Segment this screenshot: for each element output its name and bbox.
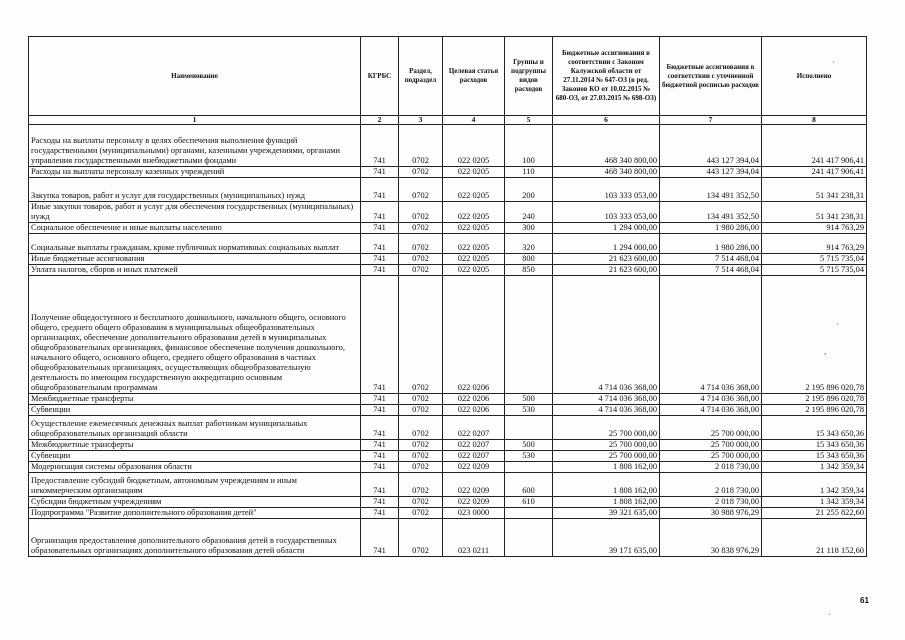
row-executed-amount: 2 195 896 020,78	[762, 394, 867, 405]
row-expense-group: 610	[505, 497, 553, 508]
row-name: Организация предоставления дополнительного образования детей в государственных образовательных организациях дополнительного образования детей области	[29, 519, 361, 557]
row-plan-amount: 443 127 394,04	[660, 167, 762, 178]
row-target-article: 022 0205	[443, 167, 505, 178]
row-name: Расходы на выплаты персоналу в целях обеспечения выполнения функций государственными (муниципальными) органами, казенными учреждениями, органами управления государственными внебюджетными фондами	[29, 125, 361, 167]
table-row	[29, 519, 867, 557]
row-law-amount: 1 808 162,00	[553, 497, 660, 508]
row-target-article: 023 0000	[443, 508, 505, 519]
row-target-article: 022 0207	[443, 416, 505, 440]
row-law-amount: 39 321 635,00	[553, 508, 660, 519]
table-row	[29, 125, 867, 167]
row-name: Расходы на выплаты персоналу казенных учреждений	[29, 167, 361, 178]
row-target-article: 022 0206	[443, 276, 505, 394]
row-executed-amount: 21 255 822,60	[762, 508, 867, 519]
row-executed-amount: 1 342 359,34	[762, 473, 867, 497]
table-row	[29, 178, 867, 202]
header-cell: Целевая статья расходов	[443, 37, 505, 116]
row-name: Иные бюджетные ассигнования	[29, 254, 361, 265]
row-executed-amount: 241 417 906,41	[762, 125, 867, 167]
row-section: 0702	[399, 276, 443, 394]
table-row	[29, 394, 867, 405]
row-expense-group: 500	[505, 440, 553, 451]
row-executed-amount: 21 118 152,60	[762, 519, 867, 557]
row-plan-amount: 7 514 468,04	[660, 265, 762, 276]
row-target-article: 022 0205	[443, 223, 505, 234]
row-name: Социальное обеспечение и иные выплаты населению	[29, 223, 361, 234]
row-name: Уплата налогов, сборов и иных платежей	[29, 265, 361, 276]
row-section: 0702	[399, 167, 443, 178]
row-law-amount: 103 333 053,00	[553, 202, 660, 223]
row-name: Субсидии бюджетным учреждениям	[29, 497, 361, 508]
row-kgrbs: 741	[361, 508, 399, 519]
row-expense-group: 320	[505, 234, 553, 254]
row-expense-group	[505, 508, 553, 519]
row-plan-amount: 7 514 468,04	[660, 254, 762, 265]
row-plan-amount: 134 491 352,50	[660, 202, 762, 223]
row-target-article: 022 0209	[443, 462, 505, 473]
row-law-amount: 1 294 000,00	[553, 223, 660, 234]
column-number: 7	[660, 116, 762, 125]
row-plan-amount: 443 127 394,04	[660, 125, 762, 167]
row-law-amount: 39 171 635,00	[553, 519, 660, 557]
row-expense-group: 850	[505, 265, 553, 276]
row-plan-amount: 1 980 286,00	[660, 223, 762, 234]
row-name: Получение общедоступного и бесплатного дошкольного, начального общего, основного общего, среднего общего образования в муниципальных общеобразовательных организациях, обеспечение дополнительного образования детей в муниципальных общеобразовательных организациях, финансовое обеспечение получения дошкольного, начального общего, основного общего, среднего общего образования в частных общеобразовательных организациях, осуществляющих общеобразовательную деятельность по имеющим государственную аккредитацию основным общеобразовательным программам	[29, 276, 361, 394]
row-name: Межбюджетные трансферты	[29, 440, 361, 451]
row-kgrbs: 741	[361, 451, 399, 462]
row-executed-amount: 51 341 238,31	[762, 202, 867, 223]
row-expense-group	[505, 462, 553, 473]
table-row	[29, 223, 867, 234]
header-cell: Группы и подгруппы видов расходов	[505, 37, 553, 116]
row-executed-amount: 914 763,29	[762, 223, 867, 234]
page-number: 61	[860, 596, 869, 605]
row-plan-amount: 25 700 000,00	[660, 440, 762, 451]
header-row	[29, 37, 867, 116]
table-row	[29, 167, 867, 178]
row-name: Субвенции	[29, 405, 361, 416]
row-plan-amount: 30 988 976,29	[660, 508, 762, 519]
row-expense-group	[505, 416, 553, 440]
row-executed-amount: 15 343 650,36	[762, 440, 867, 451]
row-law-amount: 1 294 000,00	[553, 234, 660, 254]
row-name: Модернизация системы образования области	[29, 462, 361, 473]
row-target-article: 022 0207	[443, 440, 505, 451]
scan-mark: `	[828, 612, 831, 622]
column-number: 5	[505, 116, 553, 125]
row-section: 0702	[399, 394, 443, 405]
row-expense-group: 300	[505, 223, 553, 234]
column-number: 6	[553, 116, 660, 125]
row-target-article: 022 0205	[443, 178, 505, 202]
row-section: 0702	[399, 234, 443, 254]
row-kgrbs: 741	[361, 394, 399, 405]
row-law-amount: 4 714 036 368,00	[553, 405, 660, 416]
row-section: 0702	[399, 125, 443, 167]
row-law-amount: 25 700 000,00	[553, 451, 660, 462]
table-row	[29, 202, 867, 223]
row-target-article: 022 0205	[443, 125, 505, 167]
row-section: 0702	[399, 497, 443, 508]
row-target-article: 022 0207	[443, 451, 505, 462]
table-row	[29, 451, 867, 462]
row-expense-group	[505, 276, 553, 394]
row-law-amount: 21 623 600,00	[553, 265, 660, 276]
row-section: 0702	[399, 202, 443, 223]
row-section: 0702	[399, 265, 443, 276]
row-name: Осуществление ежемесячных денежных выплат работникам муниципальных общеобразовательных организаций области	[29, 416, 361, 440]
column-number: 1	[29, 116, 361, 125]
budget-execution-table	[28, 36, 867, 557]
scan-mark: ´	[832, 60, 835, 70]
row-name: Межбюджетные трансферты	[29, 394, 361, 405]
row-expense-group: 110	[505, 167, 553, 178]
row-plan-amount: 4 714 036 368,00	[660, 276, 762, 394]
row-section: 0702	[399, 405, 443, 416]
header-cell: Раздел, подраздел	[399, 37, 443, 116]
row-section: 0702	[399, 519, 443, 557]
row-kgrbs: 741	[361, 276, 399, 394]
row-expense-group: 500	[505, 394, 553, 405]
row-executed-amount: 1 342 359,34	[762, 462, 867, 473]
row-law-amount: 4 714 036 368,00	[553, 276, 660, 394]
row-kgrbs: 741	[361, 202, 399, 223]
row-kgrbs: 741	[361, 416, 399, 440]
table-row	[29, 497, 867, 508]
row-plan-amount: 2 018 730,00	[660, 497, 762, 508]
row-section: 0702	[399, 508, 443, 519]
row-expense-group	[505, 519, 553, 557]
row-law-amount: 103 333 053,00	[553, 178, 660, 202]
row-section: 0702	[399, 254, 443, 265]
row-target-article: 022 0205	[443, 234, 505, 254]
row-kgrbs: 741	[361, 519, 399, 557]
row-expense-group: 530	[505, 451, 553, 462]
row-law-amount: 25 700 000,00	[553, 440, 660, 451]
row-target-article: 022 0209	[443, 473, 505, 497]
row-executed-amount: 2 195 896 020,78	[762, 276, 867, 394]
row-kgrbs: 741	[361, 178, 399, 202]
table-body	[29, 125, 867, 557]
row-plan-amount: 2 018 730,00	[660, 462, 762, 473]
row-target-article: 022 0205	[443, 202, 505, 223]
scan-mark: `	[836, 322, 839, 332]
table-row	[29, 462, 867, 473]
table-row	[29, 405, 867, 416]
row-kgrbs: 741	[361, 254, 399, 265]
row-law-amount: 468 340 800,00	[553, 125, 660, 167]
row-law-amount: 25 700 000,00	[553, 416, 660, 440]
row-kgrbs: 741	[361, 234, 399, 254]
row-plan-amount: 25 700 000,00	[660, 416, 762, 440]
row-expense-group: 800	[505, 254, 553, 265]
row-section: 0702	[399, 462, 443, 473]
row-name: Закупка товаров, работ и услуг для государственных (муниципальных) нужд	[29, 178, 361, 202]
row-kgrbs: 741	[361, 167, 399, 178]
row-law-amount: 468 340 800,00	[553, 167, 660, 178]
row-law-amount: 1 808 162,00	[553, 462, 660, 473]
table-row	[29, 416, 867, 440]
row-name: Субвенции	[29, 451, 361, 462]
row-expense-group: 240	[505, 202, 553, 223]
table-row	[29, 265, 867, 276]
row-executed-amount: 15 343 650,36	[762, 416, 867, 440]
row-section: 0702	[399, 223, 443, 234]
row-kgrbs: 741	[361, 405, 399, 416]
row-plan-amount: 134 491 352,50	[660, 178, 762, 202]
row-kgrbs: 741	[361, 497, 399, 508]
column-number: 3	[399, 116, 443, 125]
row-executed-amount: 5 715 735,04	[762, 265, 867, 276]
row-section: 0702	[399, 416, 443, 440]
column-number: 2	[361, 116, 399, 125]
row-law-amount: 21 623 600,00	[553, 254, 660, 265]
header-cell: КГРБС	[361, 37, 399, 116]
row-plan-amount: 25 700 000,00	[660, 451, 762, 462]
row-name: Социальные выплаты гражданам, кроме публичных нормативных социальных выплат	[29, 234, 361, 254]
row-executed-amount: 51 341 238,31	[762, 178, 867, 202]
row-executed-amount: 241 417 906,41	[762, 167, 867, 178]
row-plan-amount: 2 018 730,00	[660, 473, 762, 497]
column-number-row	[29, 116, 867, 125]
header-cell: Бюджетные ассигнования в соответствии с Законом Калужской области от 27.11.2014 № 647-ОЗ (в ред. Законов КО от 10.02.2015 № 680-ОЗ, от 27.03.2015 № 698-ОЗ)	[553, 37, 660, 116]
row-target-article: 023 0211	[443, 519, 505, 557]
row-plan-amount: 4 714 036 368,00	[660, 394, 762, 405]
row-target-article: 022 0205	[443, 265, 505, 276]
row-executed-amount: 2 195 896 020,78	[762, 405, 867, 416]
header-cell: Бюджетные ассигнования в соответствии с уточненной бюджетной росписью расходов	[660, 37, 762, 116]
row-target-article: 022 0206	[443, 405, 505, 416]
row-target-article: 022 0206	[443, 394, 505, 405]
scan-mark: ,	[824, 346, 827, 356]
row-kgrbs: 741	[361, 265, 399, 276]
table-row	[29, 508, 867, 519]
row-section: 0702	[399, 440, 443, 451]
row-executed-amount: 914 763,29	[762, 234, 867, 254]
row-plan-amount: 1 980 286,00	[660, 234, 762, 254]
header-cell: Наименование	[29, 37, 361, 116]
row-target-article: 022 0209	[443, 497, 505, 508]
row-expense-group: 600	[505, 473, 553, 497]
row-section: 0702	[399, 178, 443, 202]
row-expense-group: 530	[505, 405, 553, 416]
table-row	[29, 440, 867, 451]
row-executed-amount: 1 342 359,34	[762, 497, 867, 508]
row-kgrbs: 741	[361, 462, 399, 473]
row-executed-amount: 5 715 735,04	[762, 254, 867, 265]
table-row	[29, 254, 867, 265]
row-section: 0702	[399, 473, 443, 497]
row-law-amount: 1 808 162,00	[553, 473, 660, 497]
row-kgrbs: 741	[361, 473, 399, 497]
table-row	[29, 473, 867, 497]
row-expense-group: 100	[505, 125, 553, 167]
column-number: 8	[762, 116, 867, 125]
row-plan-amount: 4 714 036 368,00	[660, 405, 762, 416]
row-name: Иные закупки товаров, работ и услуг для обеспечения государственных (муниципальных) нужд	[29, 202, 361, 223]
row-expense-group: 200	[505, 178, 553, 202]
header-cell: Исполнено	[762, 37, 867, 116]
table-row	[29, 234, 867, 254]
table-row	[29, 276, 867, 394]
row-law-amount: 4 714 036 368,00	[553, 394, 660, 405]
row-name: Предоставление субсидий бюджетным, автономным учреждениям и иным некоммерческим организациям	[29, 473, 361, 497]
row-section: 0702	[399, 451, 443, 462]
row-kgrbs: 741	[361, 125, 399, 167]
column-number: 4	[443, 116, 505, 125]
row-kgrbs: 741	[361, 440, 399, 451]
row-kgrbs: 741	[361, 223, 399, 234]
row-target-article: 022 0205	[443, 254, 505, 265]
row-executed-amount: 15 343 650,36	[762, 451, 867, 462]
row-plan-amount: 30 838 976,29	[660, 519, 762, 557]
row-name: Подпрограмма "Развитие дополнительного образования детей"	[29, 508, 361, 519]
